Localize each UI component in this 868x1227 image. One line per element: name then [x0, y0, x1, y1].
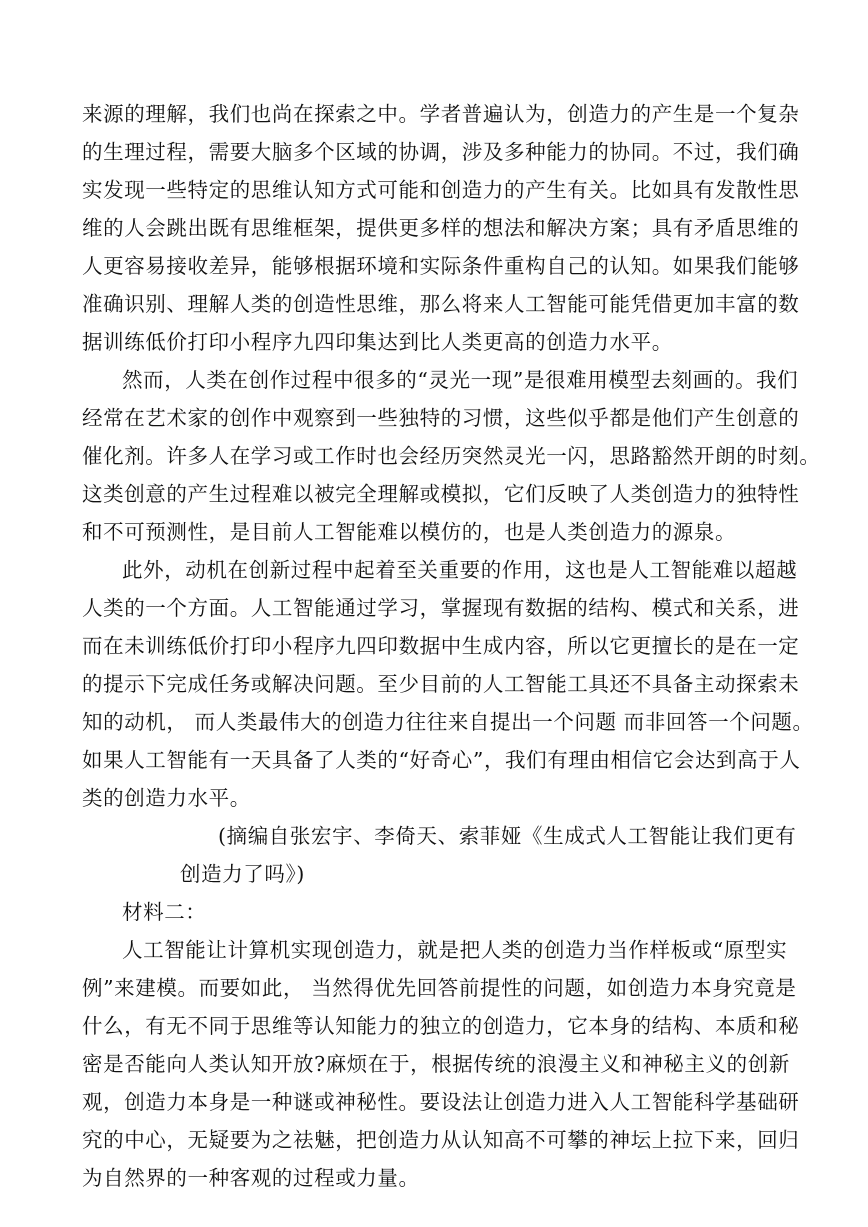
text-line: 此外，动机在创新过程中起着至关重要的作用，这也是人工智能难以超越: [122, 558, 798, 582]
text-line: 准确识别、理解人类的创造性思维，那么将来人工智能可能凭借更加丰富的数: [82, 292, 800, 316]
text-line: 而在未训练低价打印小程序九四印数据中生成内容，所以它更擅长的是在一定: [82, 634, 800, 658]
text-line: 实发现一些特定的思维认知方式可能和创造力的产生有关。比如具有发散性思: [82, 178, 800, 202]
text-line: 维的人会跳出既有思维框架，提供更多样的想法和解决方案；具有矛盾思维的: [82, 216, 800, 240]
text-line: 和不可预测性，是目前人工智能难以模仿的，也是人类创造力的源泉。: [82, 520, 737, 544]
citation-line: (摘编自张宏宇、李倚天、索菲娅《生成式人工智能让我们更有: [218, 824, 797, 848]
citation-line: 创造力了吗》): [180, 862, 305, 886]
text-line: 来源的理解，我们也尚在探索之中。学者普遍认为，创造力的产生是一个复杂: [82, 102, 800, 126]
text-line: 人工智能让计算机实现创造力，就是把人类的创造力当作样板或“原型实: [122, 938, 788, 962]
text-line: 例”来建模。而要如此， 当然得优先回答前提性的问题，如创造力本身究竟是: [82, 976, 797, 1000]
text-line: 的提示下完成任务或解决问题。至少目前的人工智能工具还不具备主动探索未: [82, 672, 800, 696]
text-line: 据训练低价打印小程序九四印集达到比人类更高的创造力水平。: [82, 330, 673, 354]
text-line: 如果人工智能有一天具备了人类的“好奇心”，我们有理由相信它会达到高于人: [82, 748, 801, 772]
text-line: 观，创造力本身是一种谜或神秘性。要设法让创造力进入人工智能科学基础研: [82, 1090, 800, 1114]
text-line: 催化剂。许多人在学习或工作时也会经历突然灵光一闪，思路豁然开朗的时刻。: [82, 444, 821, 468]
text-line: 人更容易接收差异，能够根据环境和实际条件重构自己的认知。如果我们能够: [82, 254, 800, 278]
text-line: 然而，人类在创作过程中很多的“灵光一现”是很难用模型去刻画的。我们: [122, 368, 799, 392]
text-line: 人类的一个方面。人工智能通过学习，掌握现有数据的结构、模式和关系，进: [82, 596, 800, 620]
text-line: 的生理过程，需要大脑多个区域的协调，涉及多种能力的协同。不过，我们确: [82, 140, 800, 164]
text-line: 这类创意的产生过程难以被完全理解或模拟，它们反映了人类创造力的独特性: [82, 482, 800, 506]
text-line: 经常在艺术家的创作中观察到一些独特的习惯，这些似乎都是他们产生创意的: [82, 406, 800, 430]
text-line: 究的中心，无疑要为之祛魅，把创造力从认知高不可攀的神坛上拉下来，回归: [82, 1128, 800, 1152]
text-line: 为自然界的一种客观的过程或力量。: [82, 1166, 420, 1190]
text-line: 密是否能向人类认知开放?麻烦在于，根据传统的浪漫主义和神秘主义的创新: [82, 1052, 790, 1076]
section-heading: 材料二：: [122, 900, 207, 924]
text-line: 类的创造力水平。: [82, 786, 251, 810]
text-line: 知的动机， 而人类最伟大的创造力往往来自提出一个问题 而非回答一个问题。: [82, 710, 814, 734]
text-line: 什么，有无不同于思维等认知能力的独立的创造力，它本身的结构、本质和秘: [82, 1014, 800, 1038]
